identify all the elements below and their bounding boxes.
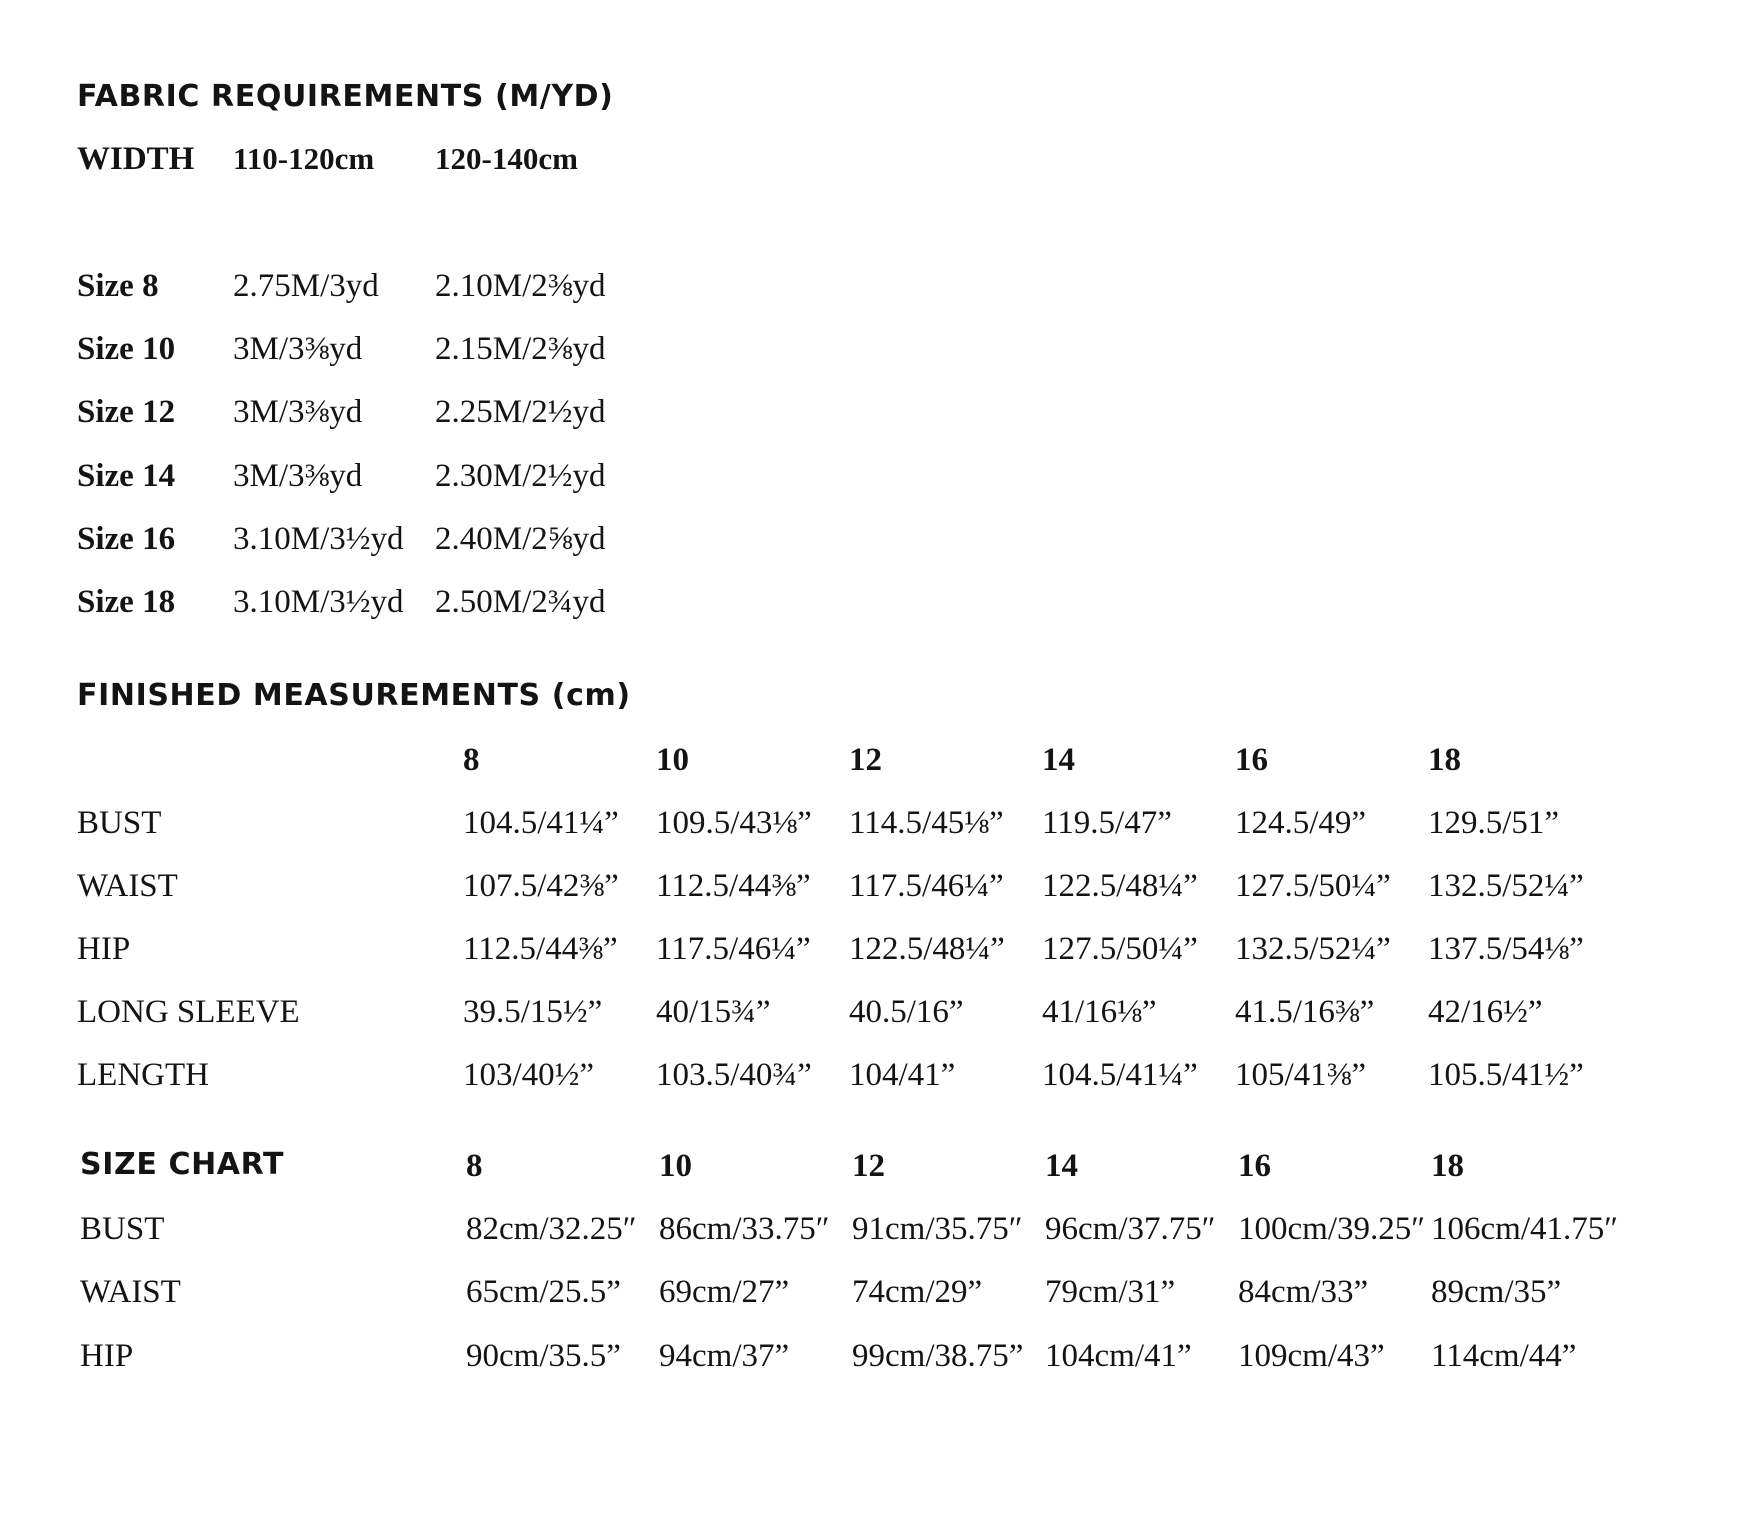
finished-value: 105.5/41½” xyxy=(1428,1057,1584,1093)
finished-size-header: 12 xyxy=(849,742,882,778)
finished-value: 114.5/45⅛” xyxy=(849,805,1004,841)
finished-value: 117.5/46¼” xyxy=(656,931,811,967)
size-chart-value: 82cm/32.25″ xyxy=(466,1211,637,1247)
finished-row-label: BUST xyxy=(77,805,162,841)
size-chart-value: 96cm/37.75″ xyxy=(1045,1211,1216,1247)
finished-row-label: HIP xyxy=(77,931,131,967)
size-chart-size-header: 10 xyxy=(659,1148,692,1184)
size-chart-value: 90cm/35.5” xyxy=(466,1338,621,1374)
fabric-width-column-1: 110-120cm xyxy=(233,141,375,176)
finished-value: 104.5/41¼” xyxy=(1042,1057,1198,1093)
fabric-size-label: Size 16 xyxy=(77,521,176,557)
finished-value: 39.5/15½” xyxy=(463,994,603,1030)
finished-row-label: LENGTH xyxy=(77,1057,209,1093)
finished-value: 40.5/16” xyxy=(849,994,964,1030)
finished-row-label: LONG SLEEVE xyxy=(77,994,300,1030)
finished-value: 119.5/47” xyxy=(1042,805,1172,841)
size-chart-value: 106cm/41.75″ xyxy=(1431,1211,1618,1247)
fabric-size-label: Size 8 xyxy=(77,268,159,304)
finished-value: 112.5/44⅜” xyxy=(656,868,811,904)
finished-value: 124.5/49” xyxy=(1235,805,1367,841)
size-chart-size-header: 12 xyxy=(852,1148,885,1184)
fabric-value: 2.75M/3yd xyxy=(233,268,379,304)
size-chart-value: 74cm/29” xyxy=(852,1274,983,1310)
size-chart-row-label: HIP xyxy=(80,1338,134,1374)
size-chart-value: 104cm/41” xyxy=(1045,1338,1192,1374)
size-chart-value: 69cm/27” xyxy=(659,1274,790,1310)
fabric-value: 3M/3⅜yd xyxy=(233,458,363,494)
size-chart-size-header: 14 xyxy=(1045,1148,1078,1184)
fabric-size-label: Size 18 xyxy=(77,584,176,620)
fabric-value: 2.15M/2⅜yd xyxy=(435,331,606,367)
finished-value: 122.5/48¼” xyxy=(1042,868,1198,904)
size-chart-value: 84cm/33” xyxy=(1238,1274,1369,1310)
size-chart-size-header: 18 xyxy=(1431,1148,1464,1184)
finished-value: 127.5/50¼” xyxy=(1042,931,1198,967)
fabric-size-label: Size 10 xyxy=(77,331,176,367)
finished-value: 112.5/44⅜” xyxy=(463,931,618,967)
finished-value: 137.5/54⅛” xyxy=(1428,931,1584,967)
fabric-requirements-heading: FABRIC REQUIREMENTS (M/YD) xyxy=(77,79,614,114)
fabric-width-column-2: 120-140cm xyxy=(435,141,578,176)
size-chart-value: 91cm/35.75″ xyxy=(852,1211,1023,1247)
fabric-size-label: Size 14 xyxy=(77,458,176,494)
finished-value: 41/16⅛” xyxy=(1042,994,1157,1030)
fabric-value: 2.25M/2½yd xyxy=(435,394,606,430)
finished-value: 107.5/42⅜” xyxy=(463,868,619,904)
fabric-value: 2.10M/2⅜yd xyxy=(435,268,606,304)
size-chart-row-label: BUST xyxy=(80,1211,165,1247)
finished-value: 129.5/51” xyxy=(1428,805,1560,841)
finished-value: 122.5/48¼” xyxy=(849,931,1005,967)
finished-value: 109.5/43⅛” xyxy=(656,805,812,841)
size-chart-value: 109cm/43” xyxy=(1238,1338,1385,1374)
fabric-size-label: Size 12 xyxy=(77,394,176,430)
fabric-value: 3.10M/3½yd xyxy=(233,521,404,557)
finished-value: 127.5/50¼” xyxy=(1235,868,1391,904)
finished-value: 132.5/52¼” xyxy=(1235,931,1391,967)
finished-measurements-heading: FINISHED MEASUREMENTS (cm) xyxy=(77,678,631,713)
finished-value: 103.5/40¾” xyxy=(656,1057,812,1093)
finished-value: 103/40½” xyxy=(463,1057,595,1093)
size-chart-value: 89cm/35” xyxy=(1431,1274,1562,1310)
finished-size-header: 14 xyxy=(1042,742,1075,778)
finished-value: 41.5/16⅜” xyxy=(1235,994,1375,1030)
size-chart-value: 86cm/33.75″ xyxy=(659,1211,830,1247)
finished-size-header: 16 xyxy=(1235,742,1268,778)
finished-value: 104.5/41¼” xyxy=(463,805,619,841)
fabric-value: 3M/3⅜yd xyxy=(233,331,363,367)
finished-size-header: 18 xyxy=(1428,742,1461,778)
finished-value: 132.5/52¼” xyxy=(1428,868,1584,904)
finished-value: 42/16½” xyxy=(1428,994,1543,1030)
size-chart-size-header: 8 xyxy=(466,1148,483,1184)
size-chart-value: 114cm/44” xyxy=(1431,1338,1577,1374)
finished-value: 104/41” xyxy=(849,1057,956,1093)
fabric-value: 2.40M/2⅝yd xyxy=(435,521,606,557)
size-chart-size-header: 16 xyxy=(1238,1148,1271,1184)
fabric-value: 2.50M/2¾yd xyxy=(435,584,606,620)
size-chart-row-label: WAIST xyxy=(80,1274,181,1310)
fabric-width-label: WIDTH xyxy=(77,141,195,177)
size-chart-value: 79cm/31” xyxy=(1045,1274,1176,1310)
size-chart-heading: SIZE CHART xyxy=(80,1147,285,1182)
finished-value: 117.5/46¼” xyxy=(849,868,1004,904)
finished-value: 40/15¾” xyxy=(656,994,771,1030)
fabric-value: 3.10M/3½yd xyxy=(233,584,404,620)
size-chart-value: 94cm/37” xyxy=(659,1338,790,1374)
size-chart-value: 100cm/39.25″ xyxy=(1238,1211,1425,1247)
fabric-value: 3M/3⅜yd xyxy=(233,394,363,430)
finished-size-header: 10 xyxy=(656,742,689,778)
fabric-value: 2.30M/2½yd xyxy=(435,458,606,494)
finished-size-header: 8 xyxy=(463,742,480,778)
size-chart-value: 65cm/25.5” xyxy=(466,1274,621,1310)
finished-row-label: WAIST xyxy=(77,868,178,904)
finished-value: 105/41⅜” xyxy=(1235,1057,1367,1093)
size-chart-value: 99cm/38.75” xyxy=(852,1338,1024,1374)
